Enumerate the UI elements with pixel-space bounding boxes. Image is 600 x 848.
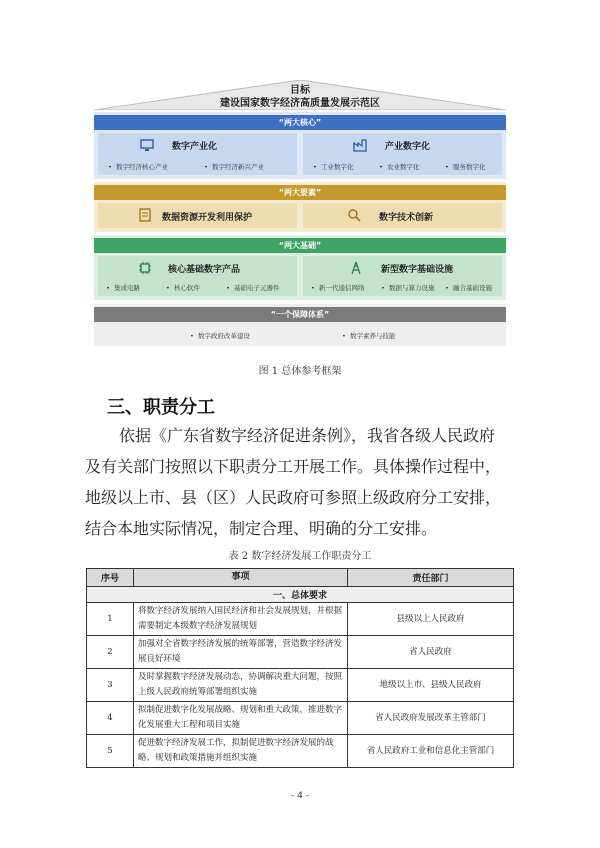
list-item: • 数字经济核心产业	[108, 163, 168, 171]
header-item: 事项	[134, 569, 348, 587]
row-dept: 省人民政府工业和信息化主管部门	[348, 735, 514, 768]
monitor-icon	[140, 138, 154, 152]
core-header: “两大核心”	[94, 115, 506, 130]
row-dept: 县级以上人民政府	[348, 603, 514, 636]
paragraph-line: 地级以上市、县（区）人民政府可参照上级政府分工安排，	[85, 488, 502, 507]
list-item: • 集成电路	[106, 284, 140, 292]
table-row	[87, 636, 514, 669]
tower-icon	[349, 261, 363, 275]
elements-right-panel	[303, 203, 502, 228]
row-item: 加强对全省数字经济发展的统筹部署，营造数字经济发展良好环境	[134, 636, 348, 669]
foundation-right-title: 新型数字基础设施	[381, 265, 454, 275]
table-row	[87, 702, 514, 735]
chip-icon	[138, 261, 152, 275]
section-heading: 三、职责分工	[107, 397, 215, 418]
row-dept: 地级以上市、县级人民政府	[348, 669, 514, 702]
document-icon	[138, 208, 152, 222]
list-item: • 工业数字化	[313, 163, 354, 171]
header-dept: 责任部门	[348, 569, 514, 587]
row-number: 4	[87, 702, 134, 735]
group-row	[87, 587, 514, 603]
row-number: 3	[87, 669, 134, 702]
list-item: • 数字政府改革建设	[190, 332, 250, 340]
body-paragraph	[85, 420, 525, 544]
list-item: • 数据与算力设施	[381, 284, 435, 292]
core-right-title: 产业数字化	[385, 142, 431, 152]
row-number: 2	[87, 636, 134, 669]
list-item: • 新一代通信网络	[311, 284, 365, 292]
elements-left-title: 数据资源开发利用保护	[162, 213, 253, 223]
table-caption: 表 2 数字经济发展工作职责分工	[228, 551, 372, 562]
row-item: 将数字经济发展纳入国民经济和社会发展规划，并根据需要制定本级数字经济发展规划	[134, 603, 348, 636]
foundation-right-panel	[303, 256, 502, 296]
elements-section	[94, 182, 506, 232]
table-row	[87, 735, 514, 768]
guarantee-header: “一个保障体系”	[94, 307, 506, 322]
figure-caption: 图 1 总体参考框架	[258, 366, 342, 377]
group-label: 一、总体要求	[87, 587, 514, 603]
elements-left-panel	[98, 203, 297, 228]
row-number: 1	[87, 603, 134, 636]
table-row	[87, 669, 514, 702]
foundation-section	[94, 235, 506, 300]
list-item: • 核心软件	[166, 284, 200, 292]
magnifier-gear-icon	[347, 208, 361, 222]
core-left-panel	[98, 133, 297, 175]
foundation-left-panel	[98, 256, 297, 296]
paragraph-line: 依据《广东省数字经济促进条例》，我省各级人民政府	[119, 426, 496, 445]
page-number: - 4 -	[291, 791, 309, 801]
foundation-header: “两大基础”	[94, 238, 506, 253]
row-item: 促进数字经济发展工作，拟制促进数字经济发展的战略、规划和政策措施并组织实施	[134, 735, 348, 768]
list-item: • 融合基础设施	[445, 284, 492, 292]
row-dept: 省人民政府发展改革主管部门	[348, 702, 514, 735]
goal-label: 目标	[290, 85, 310, 96]
elements-header: “两大要素”	[94, 185, 506, 200]
guarantee-section	[94, 304, 506, 346]
foundation-left-title: 核心基础数字产品	[168, 265, 241, 275]
row-number: 5	[87, 735, 134, 768]
header-no: 序号	[87, 569, 134, 587]
list-item: • 基础电子元器件	[226, 284, 280, 292]
list-item: • 数字经济新兴产业	[204, 163, 264, 171]
duty-table	[86, 568, 514, 768]
factory-icon	[353, 138, 367, 152]
table-row	[87, 603, 514, 636]
row-item: 拟制促进数字化发展战略、规划和重大政策，推进数字化发展重大工程和项目实施	[134, 702, 348, 735]
row-item: 及时掌握数字经济发展动态，协调解决重大问题，按照上级人民政府统筹部署组织实施	[134, 669, 348, 702]
paragraph-line: 及有关部门按照以下职责分工开展工作。具体操作过程中，	[85, 457, 502, 476]
elements-right-title: 数字技术创新	[379, 213, 434, 223]
list-item: • 服务数字化	[445, 163, 486, 171]
table-header-row	[87, 569, 514, 587]
goal-text: 建设国家数字经济高质量发展示范区	[220, 98, 380, 109]
list-item: • 数字素养与技能	[342, 332, 396, 340]
core-left-title: 数字产业化	[172, 142, 218, 152]
row-dept: 省人民政府	[348, 636, 514, 669]
list-item: • 农业数字化	[379, 163, 420, 171]
core-section	[94, 112, 506, 179]
core-right-panel	[303, 133, 502, 175]
paragraph-line: 结合本地实际情况，制定合理、明确的分工安排。	[85, 519, 438, 538]
